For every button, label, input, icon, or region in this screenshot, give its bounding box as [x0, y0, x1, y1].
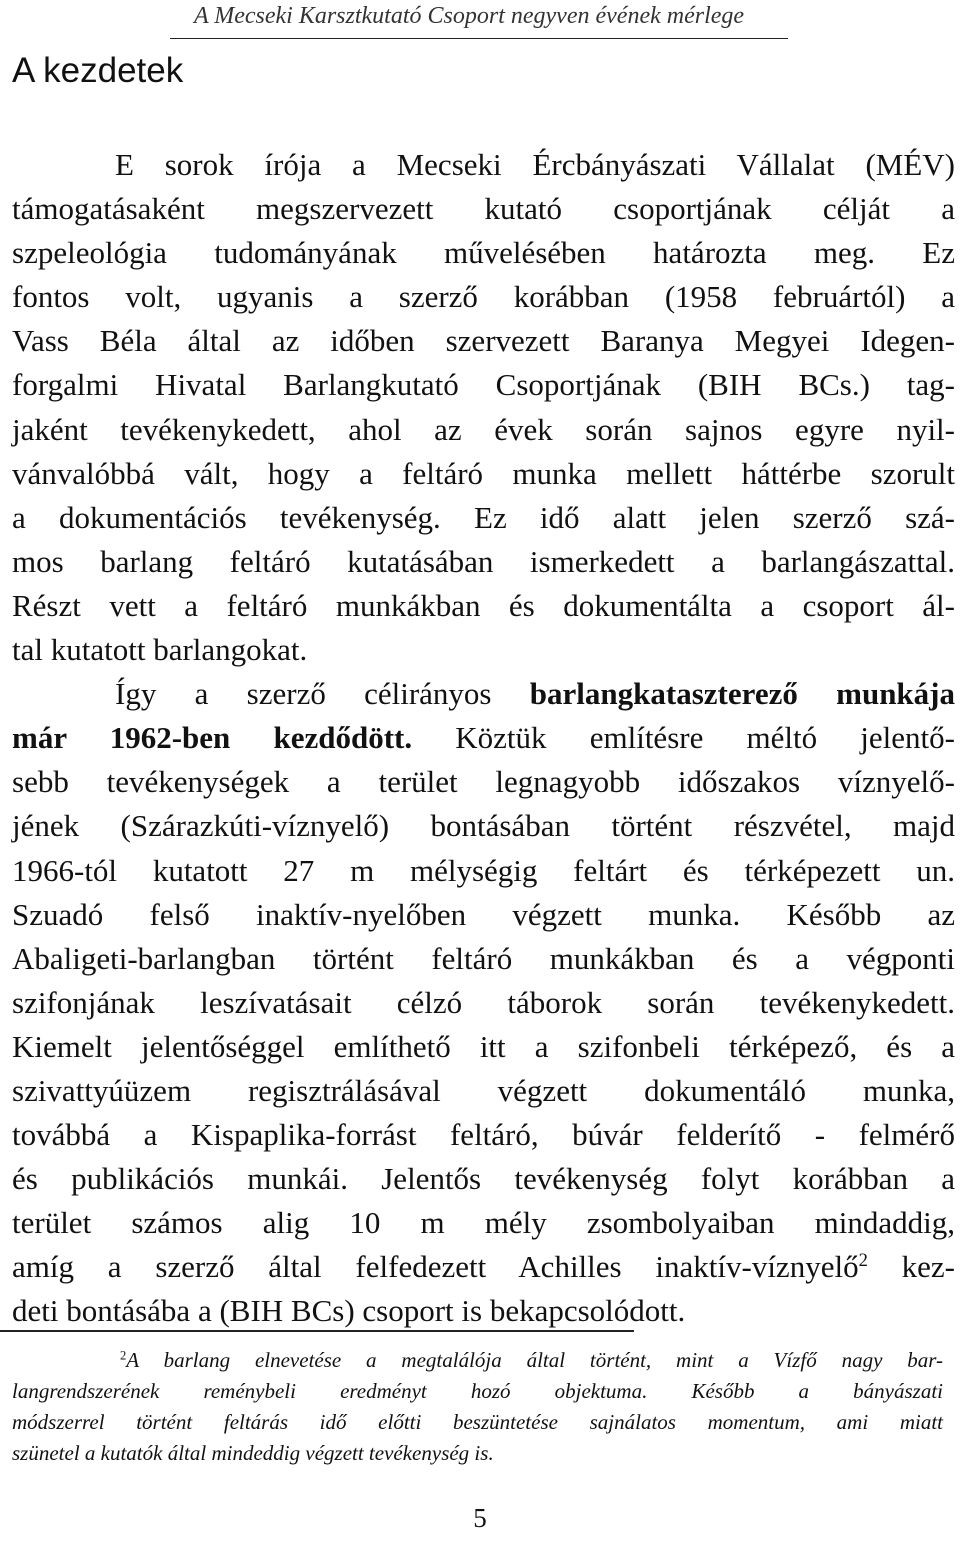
text-line: szifonjának leszívatásait célzó táborok során tevékenykedett. — [12, 984, 955, 1020]
text-line: Szuadó felső inaktív-nyelőben végzett munka. Később az — [12, 896, 955, 932]
footnote-reference: 2 — [858, 1250, 868, 1272]
footnote-line: langrendszerének reménybeli eredményt hozó objektuma. Később a bányászati — [12, 1379, 943, 1403]
footnote — [12, 1345, 943, 1469]
text-run: kez- — [867, 1249, 956, 1285]
text-line: forgalmi Hivatal Barlangkutató Csoportjának (BIH BCs.) tag- — [12, 367, 955, 403]
text-run: Köztük említésre méltó jelentő- — [412, 720, 955, 756]
text-line: E sorok írója a Mecseki Ércbányászati Vállalat (MÉV) — [115, 147, 955, 182]
text-line: fontos volt, ugyanis a szerző korábban (1958 februártól) a — [12, 279, 955, 315]
footnote-line: módszerrel történt feltárás idő előtti beszüntetése sajnálatos momentum, ami miatt — [12, 1410, 943, 1434]
footnote-marker: 2 — [120, 1348, 127, 1363]
bold-phrase: már 1962-ben kezdődött. — [12, 720, 413, 756]
text-line: Abaligeti-barlangban történt feltáró munkákban és a végponti — [12, 940, 955, 976]
running-header: A Mecseki Karsztkutató Csoport negyven évének mérlege — [194, 3, 745, 29]
footnote-line: szünetel a kutatók által mindeddig végzett tevékenység is. — [12, 1441, 494, 1465]
text-line: a dokumentációs tevékenység. Ez idő alatt jelen szerző szá- — [12, 499, 955, 535]
footnote-line — [12, 1345, 943, 1376]
text-line: vánvalóbbá vált, hogy a feltáró munka mellett háttérbe szorult — [12, 455, 955, 491]
text-line: deti bontásába a (BIH BCs) csoport is bekapcsolódott. — [12, 1293, 686, 1329]
text-run: A barlang elnevetése a megtalálója által történt, mint a Vízfő nagy bar- — [126, 1348, 943, 1372]
text-line: jének (Szárazkúti-víznyelő) bontásában történt részvétel, majd — [12, 808, 955, 844]
text-run: Így a szerző célirányos — [115, 676, 530, 712]
text-line: és publikációs munkái. Jelentős tevékenység folyt korábban a — [12, 1161, 955, 1197]
text-line: sebb tevékenységek a terület legnagyobb időszakos víznyelő- — [12, 764, 955, 800]
header-rule — [170, 38, 788, 39]
text-line: tal kutatott barlangokat. — [12, 632, 308, 668]
text-line: terület számos alig 10 m mély zsombolyaiban mindaddig, — [12, 1205, 955, 1241]
text-line — [12, 716, 955, 760]
bold-phrase: barlangkataszterező munkája — [529, 676, 955, 712]
text-run: amíg a szerző által felfedezett Achilles inaktív-víznyelő — [12, 1249, 859, 1285]
text-line: mos barlang feltáró kutatásában ismerkedett a barlangászattal. — [12, 543, 955, 579]
text-line — [12, 672, 955, 716]
text-line — [12, 1245, 955, 1289]
text-line: 1966-tól kutatott 27 m mélységig feltárt és térképezett un. — [12, 852, 955, 888]
body-text — [12, 143, 955, 1334]
text-line: Vass Béla által az időben szervezett Baranya Megyei Idegen- — [12, 323, 955, 359]
text-line: Kiemelt jelentőséggel említhető itt a szifonbeli térképező, és a — [12, 1028, 955, 1064]
footnote-rule — [0, 1330, 634, 1332]
text-line: továbbá a Kispaplika-forrást feltáró, búvár felderítő - felmérő — [12, 1117, 955, 1153]
text-line: Részt vett a feltáró munkákban és dokumentálta a csoport ál- — [12, 587, 955, 623]
text-line: szpeleológia tudományának művelésében határozta meg. Ez — [12, 235, 955, 271]
text-line: támogatásaként megszervezett kutató csoportjának célját a — [12, 191, 955, 227]
text-line: szivattyúüzem regisztrálásával végzett dokumentáló munka, — [12, 1072, 955, 1108]
text-line: jaként tevékenykedett, ahol az évek során sajnos egyre nyil- — [12, 411, 955, 447]
page-number: 5 — [473, 1503, 487, 1533]
section-title: A kezdetek — [12, 51, 184, 90]
